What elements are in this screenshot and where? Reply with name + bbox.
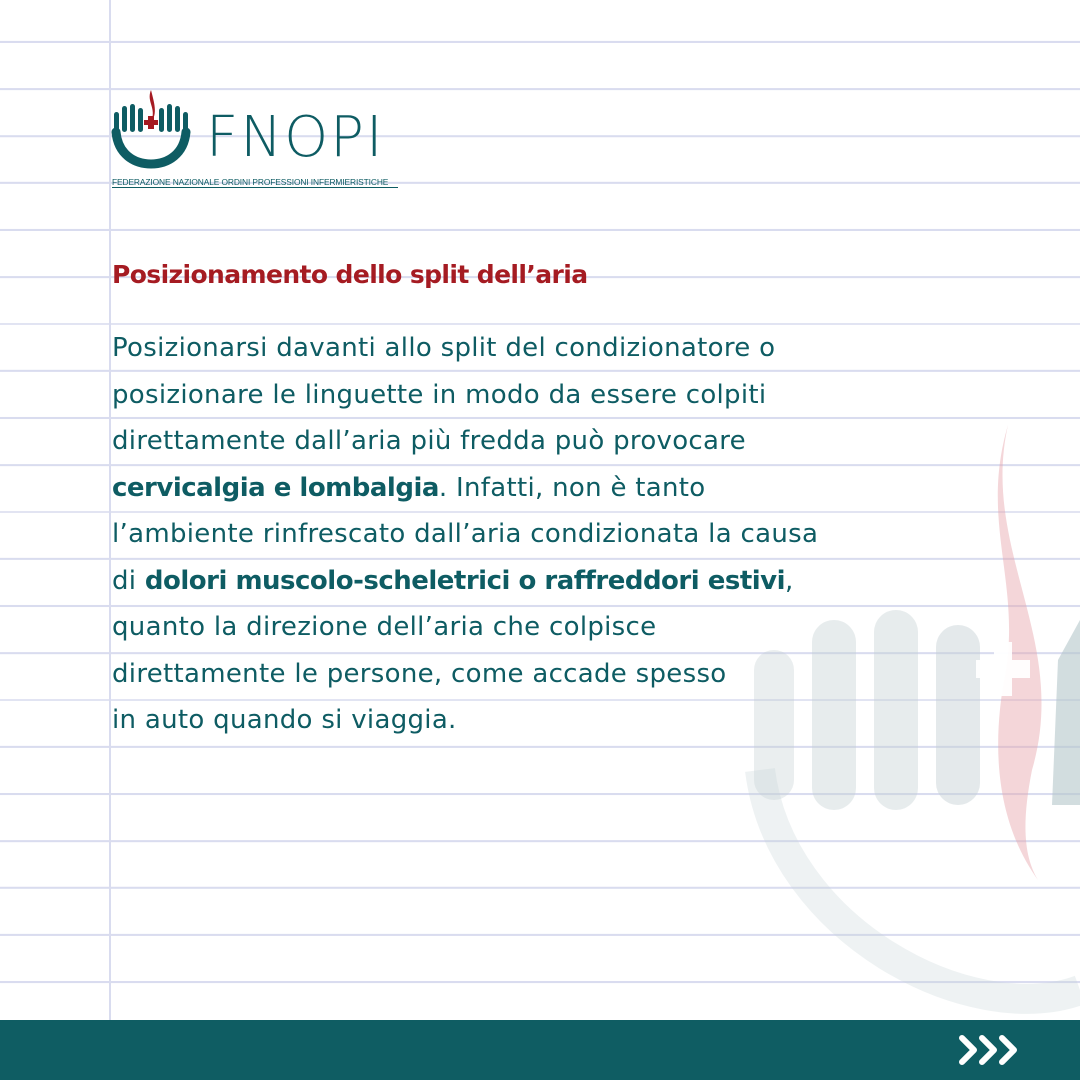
body-line: direttamente le persone, come accade spesso (112, 658, 727, 689)
highlight-text: dolori muscolo-scheletrici o raffreddori estivi (144, 565, 786, 596)
brand-name: FNOPI (206, 105, 385, 170)
body-line: Posizionarsi davanti allo split del condizionatore o (112, 333, 776, 363)
slide-body (112, 325, 972, 744)
triple-chevron-right-icon[interactable] (958, 1033, 1022, 1067)
body-line (112, 558, 972, 605)
highlight-text: cervicalgia e lombalgia (112, 472, 439, 503)
footer-bar (0, 1020, 1080, 1080)
body-text-span: , (785, 565, 794, 596)
body-line: quanto la direzione dell’aria che colpisce (112, 612, 657, 642)
body-line: direttamente dall’aria più fredda può provocare (112, 426, 746, 456)
slide-title: Posizionamento dello split dell’aria (112, 260, 588, 289)
body-text-span: . Infatti, non è tanto (438, 472, 706, 503)
body-line (112, 465, 972, 512)
fnopi-logo (110, 88, 410, 188)
body-text-span: di (112, 565, 145, 596)
hands-flame-logo-icon (110, 88, 192, 170)
brand-underline (112, 187, 398, 188)
body-line: in auto quando si viaggia. (112, 705, 457, 735)
body-line: l’ambiente rinfrescato dall’aria condizionata la causa (112, 519, 819, 549)
brand-subtitle: FEDERAZIONE NAZIONALE ORDINI PROFESSIONI INFERMIERISTICHE (112, 177, 389, 187)
body-line: posizionare le linguette in modo da essere colpiti (112, 379, 767, 410)
